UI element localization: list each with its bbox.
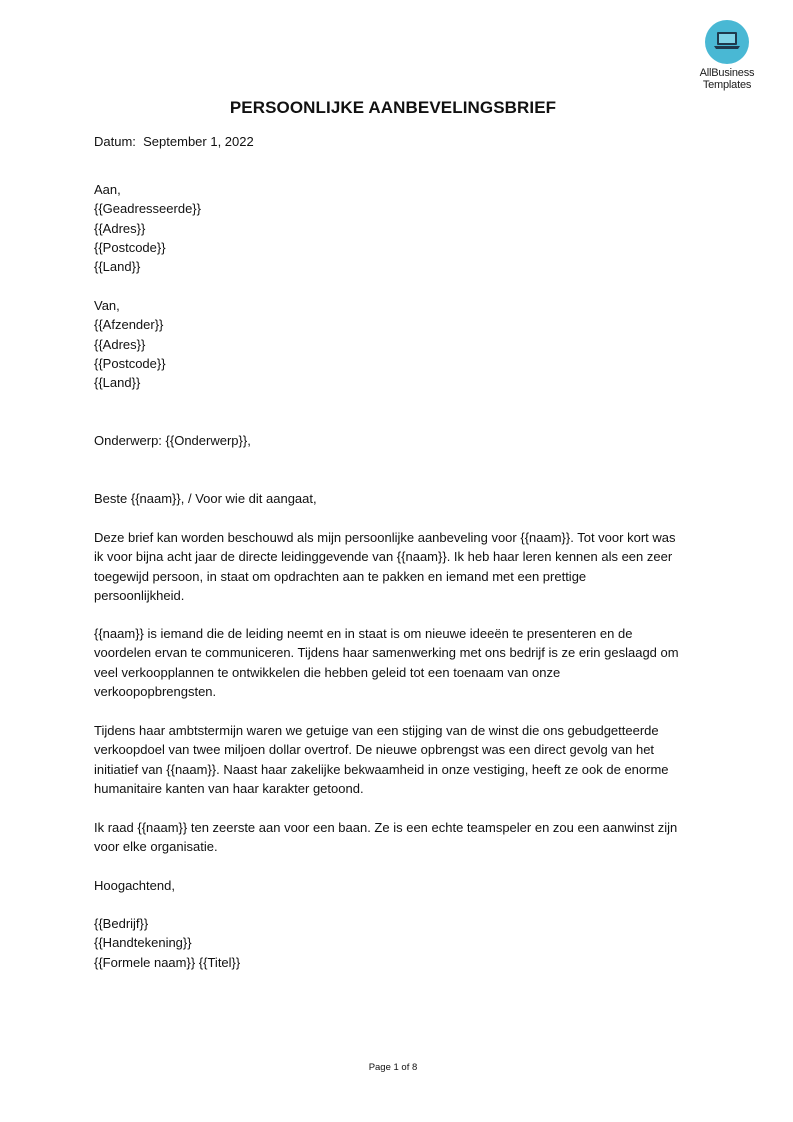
sender-line: {{Land}} — [94, 375, 141, 391]
sender-block — [94, 296, 166, 392]
logo-line-1: AllBusiness — [699, 67, 755, 79]
sender-line: {{Postcode}} — [94, 355, 166, 371]
paragraph-line: Tijdens haar ambtstermijn waren we getuige van een stijging van de winst die ons gebudgetteerde — [94, 723, 659, 738]
page-number: Page 1 of 8 — [368, 1062, 418, 1073]
recipient-line: {{Geadresseerde}} — [94, 201, 201, 217]
signature-line: {{Formele naam}} {{Titel}} — [94, 954, 241, 970]
paragraph-line: verkoopdoel van twee miljoen dollar overtrof. De nieuwe opbrengst was een direct gevolg van het — [94, 742, 655, 758]
paragraph-line: toegewijd persoon, in staat om opdrachten aan te pakken en iemand met een prettige — [94, 568, 587, 584]
date-value: September 1, 2022 — [143, 134, 254, 149]
paragraph-line: persoonlijkheid. — [94, 587, 185, 603]
laptop-icon — [705, 20, 749, 64]
recipient-heading: Aan, — [94, 182, 121, 197]
paragraph-line: voor elke organisatie. — [94, 839, 218, 855]
recipient-line: {{Postcode}} — [94, 239, 166, 255]
sender-line: {{Adres}} — [94, 336, 146, 352]
body-paragraph — [94, 818, 709, 857]
paragraph-line: voordelen ervan te communiceren. Tijdens haar samenwerking met ons bedrijf is ze erin geslaagd om — [94, 645, 679, 661]
sender-heading: Van, — [94, 298, 120, 313]
signature-line: {{Bedrijf}} — [94, 916, 149, 931]
paragraph-line: veel verkoopplannen te ontwikkelen die hebben geleid tot een toenaam van onze — [94, 664, 561, 680]
document-title: PERSOONLIJKE AANBEVELINGSBRIEF — [229, 98, 557, 117]
paragraph-line: Ik raad {{naam}} ten zeerste aan voor een baan. Ze is een echte teamspeler en zou een aanwinst zijn — [94, 820, 678, 835]
date-label: Datum: — [94, 134, 136, 149]
logo-line-2: Templates — [702, 79, 752, 91]
body-paragraph — [94, 721, 709, 798]
paragraph-line: Deze brief kan worden beschouwd als mijn persoonlijke aanbeveling voor {{naam}}. Tot voor kort was — [94, 530, 676, 545]
logo-text — [690, 67, 764, 91]
recipient-block — [94, 180, 201, 276]
paragraph-line: verkoopopbrengsten. — [94, 683, 217, 699]
paragraph-line: initiatief van {{naam}}. Naast haar zakelijke bekwaamheid in onze vestiging, heeft ze ook de enorme — [94, 761, 669, 777]
recipient-line: {{Adres}} — [94, 220, 146, 236]
date-line — [94, 132, 254, 151]
recipient-line: {{Land}} — [94, 259, 141, 275]
paragraph-line: ik voor bijna acht jaar de directe leidinggevende van {{naam}}. Ik heb haar leren kennen als een zeer — [94, 549, 673, 565]
body-paragraph — [94, 624, 709, 701]
paragraph-line: {{naam}} is iemand die de leiding neemt en in staat is om nieuwe ideeën te presenteren en de — [94, 626, 633, 641]
signature-line: {{Handtekening}} — [94, 935, 192, 951]
allbusiness-logo — [690, 20, 764, 91]
paragraph-line: humanitaire kanten van haar karakter getoond. — [94, 780, 364, 796]
subject-line: Onderwerp: {{Onderwerp}}, — [94, 433, 251, 448]
salutation: Beste {{naam}}, / Voor wie dit aangaat, — [94, 491, 317, 506]
closing: Hoogachtend, — [94, 878, 175, 893]
body-paragraph — [94, 528, 709, 605]
sender-line: {{Afzender}} — [94, 317, 164, 333]
signature-block — [94, 914, 240, 972]
